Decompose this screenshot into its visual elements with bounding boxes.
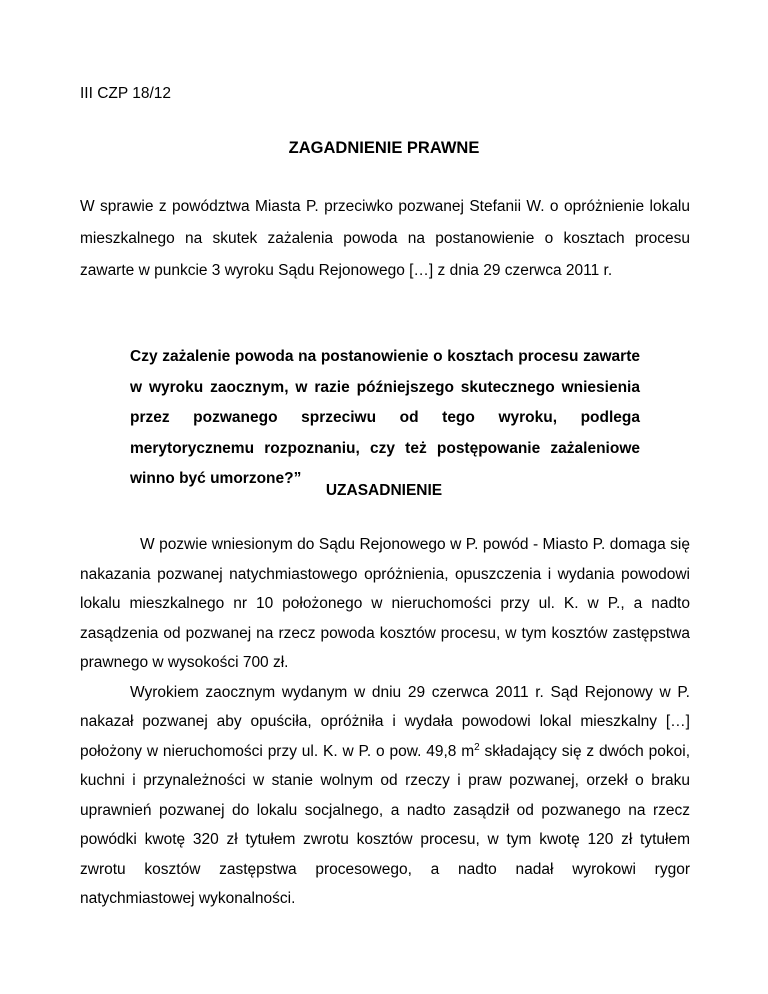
document-title: ZAGADNIENIE PRAWNE [288, 139, 480, 157]
justification-body [80, 530, 690, 914]
intro-paragraph: W sprawie z powództwa Miasta P. przeciwko pozwanej Stefanii W. o opróżnienie lokalu mieszkalnego na skutek zażalenia powoda na postanowienie o kosztach procesu zawarte w punkcie 3 wyroku Sądu Rejonowego […] z dnia 29 czerwca 2011 r. [80, 198, 690, 279]
body-paragraph-1: W pozwie wniesionym do Sądu Rejonowego w P. powód - Miasto P. domaga się nakazania pozwanej natychmiastowego opróżnienia, opuszczenia i wydania powodowi lokalu mieszkalnego nr 10 położonego w nieruchomości przy ul. K. w P., a nadto zasądzenia od pozwanej na rzecz powoda kosztów procesu, w tym kosztów zastępstwa prawnego w wysokości 700 zł. [80, 536, 690, 671]
paragraph-2-text-end: składający się z dwóch pokoi, kuchni i przynależności w stanie wolnym od rzeczy i praw pozwanej, orzekł o braku uprawnień pozwanej do lokalu socjalnego, a nadto zasądził od pozwanego na rzecz powódki kwotę 320 zł tytułem zwrotu kosztów procesu, w tym kwotę 120 zł tytułem zwrotu kosztów zastępstwa procesowego, a nadto nadał wyrokowi rygor natychmiastowej wykonalności. [80, 742, 690, 907]
area-superscript: 2 [474, 741, 480, 753]
section-title: UZASADNIENIE [325, 482, 443, 499]
paragraph-2-text-start: Wyrokiem zaocznym wydanym w dniu 29 czerwca 2011 r. Sąd Rejonowy w P. nakazał pozwanej aby opuściła, opróżniła i wydała powodowi lokal mieszkalny […] położony w nieruchomości przy ul. K. w P. o pow. 49,8 m [80, 683, 690, 760]
body-paragraph-2 [80, 678, 690, 914]
case-number: III CZP 18/12 [80, 85, 172, 102]
legal-question: Czy zażalenie powoda na postanowienie o kosztach procesu zawarte w wyroku zaocznym, w razie późniejszego skutecznego wniesienia przez pozwanego sprzeciwu od tego wyroku, podlega merytorycznemu rozpoznaniu, czy też postępowanie zażaleniowe winno być umorzone?” [130, 348, 640, 487]
